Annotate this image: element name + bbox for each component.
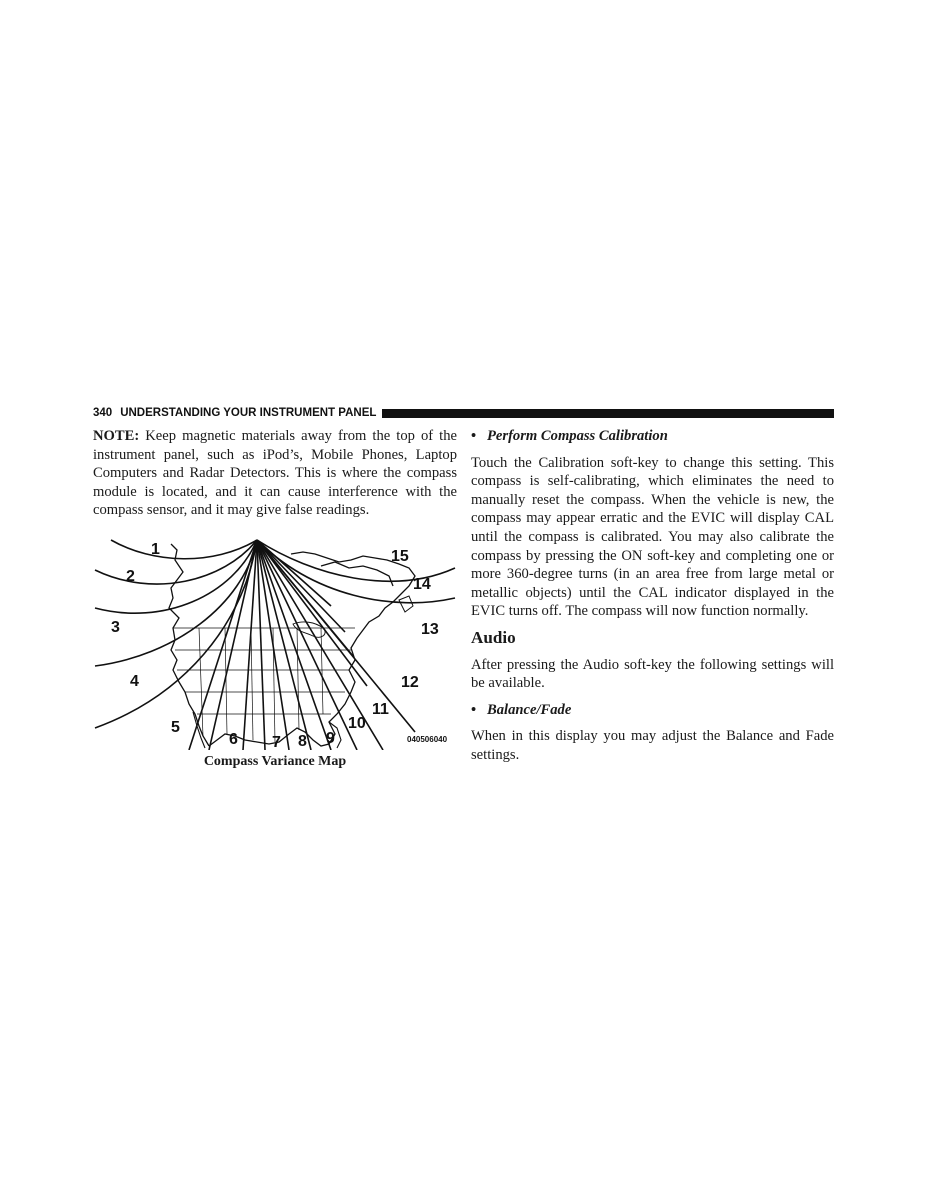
zone-label: 3 [111, 619, 120, 636]
variance-lines [95, 540, 455, 750]
zone-label: 4 [130, 673, 139, 690]
zone-label: 13 [421, 621, 439, 638]
note-label: NOTE: [93, 428, 140, 444]
audio-heading: Audio [471, 627, 516, 647]
note-paragraph [93, 427, 457, 520]
zone-label: 11 [372, 701, 389, 718]
zone-label: 14 [413, 576, 431, 593]
bullet-text: Balance/Fade [487, 701, 572, 718]
compass-variance-map-drawing [93, 536, 457, 750]
zone-labels [111, 541, 439, 750]
page-header [93, 406, 834, 420]
section-title: UNDERSTANDING YOUR INSTRUMENT PANEL [120, 407, 377, 419]
page-number: 340 [93, 407, 113, 419]
figure-caption: Compass Variance Map [203, 754, 347, 769]
zone-label: 9 [326, 730, 335, 747]
figure-code: 040506040 [407, 735, 448, 744]
right-column [471, 427, 834, 765]
header-rule [382, 409, 834, 418]
audio-paragraph: After pressing the Audio soft-key the following settings will be available. [471, 656, 834, 692]
note-text: Keep magnetic materials away from the top of the instrument panel, such as iPod’s, Mobile Phones, Laptop Computers and Radar Detectors. This is where the compass module is located, and it can cause interference with the compass sensor, and it may give false readings. [93, 428, 457, 519]
zone-label: 5 [171, 719, 180, 736]
zone-label: 15 [391, 548, 409, 565]
left-column [93, 427, 457, 520]
bullet-dot: • [471, 428, 477, 444]
balance-paragraph: When in this display you may adjust the Balance and Fade settings. [471, 728, 834, 763]
bullet-text: Perform Compass Calibration [487, 428, 668, 444]
bullet-dot: • [471, 701, 477, 718]
zone-label: 8 [298, 733, 307, 750]
zone-label: 10 [348, 715, 366, 732]
zone-label: 12 [401, 674, 419, 691]
bullet-item [471, 427, 834, 446]
bullet-item [471, 701, 834, 720]
compass-variance-map [93, 536, 457, 750]
zone-label: 2 [126, 568, 135, 585]
zone-label: 1 [151, 541, 160, 558]
calibration-paragraph: Touch the Calibration soft-key to change this setting. This compass is self-calibrating, which eliminates the need to manually reset the compass. When the vehicle is new, the compass may appear erratic and the EVIC will display CAL until the compass is calibrated. You may also calibrate the compass by pressing the ON soft-key and completing one or more 360-degree turns (in an area free from large metal or metallic objects) until the CAL indicator displayed in the EVIC turns off. The compass will now function normally. [471, 454, 834, 620]
zone-label: 6 [229, 731, 238, 748]
zone-label: 7 [272, 734, 281, 750]
